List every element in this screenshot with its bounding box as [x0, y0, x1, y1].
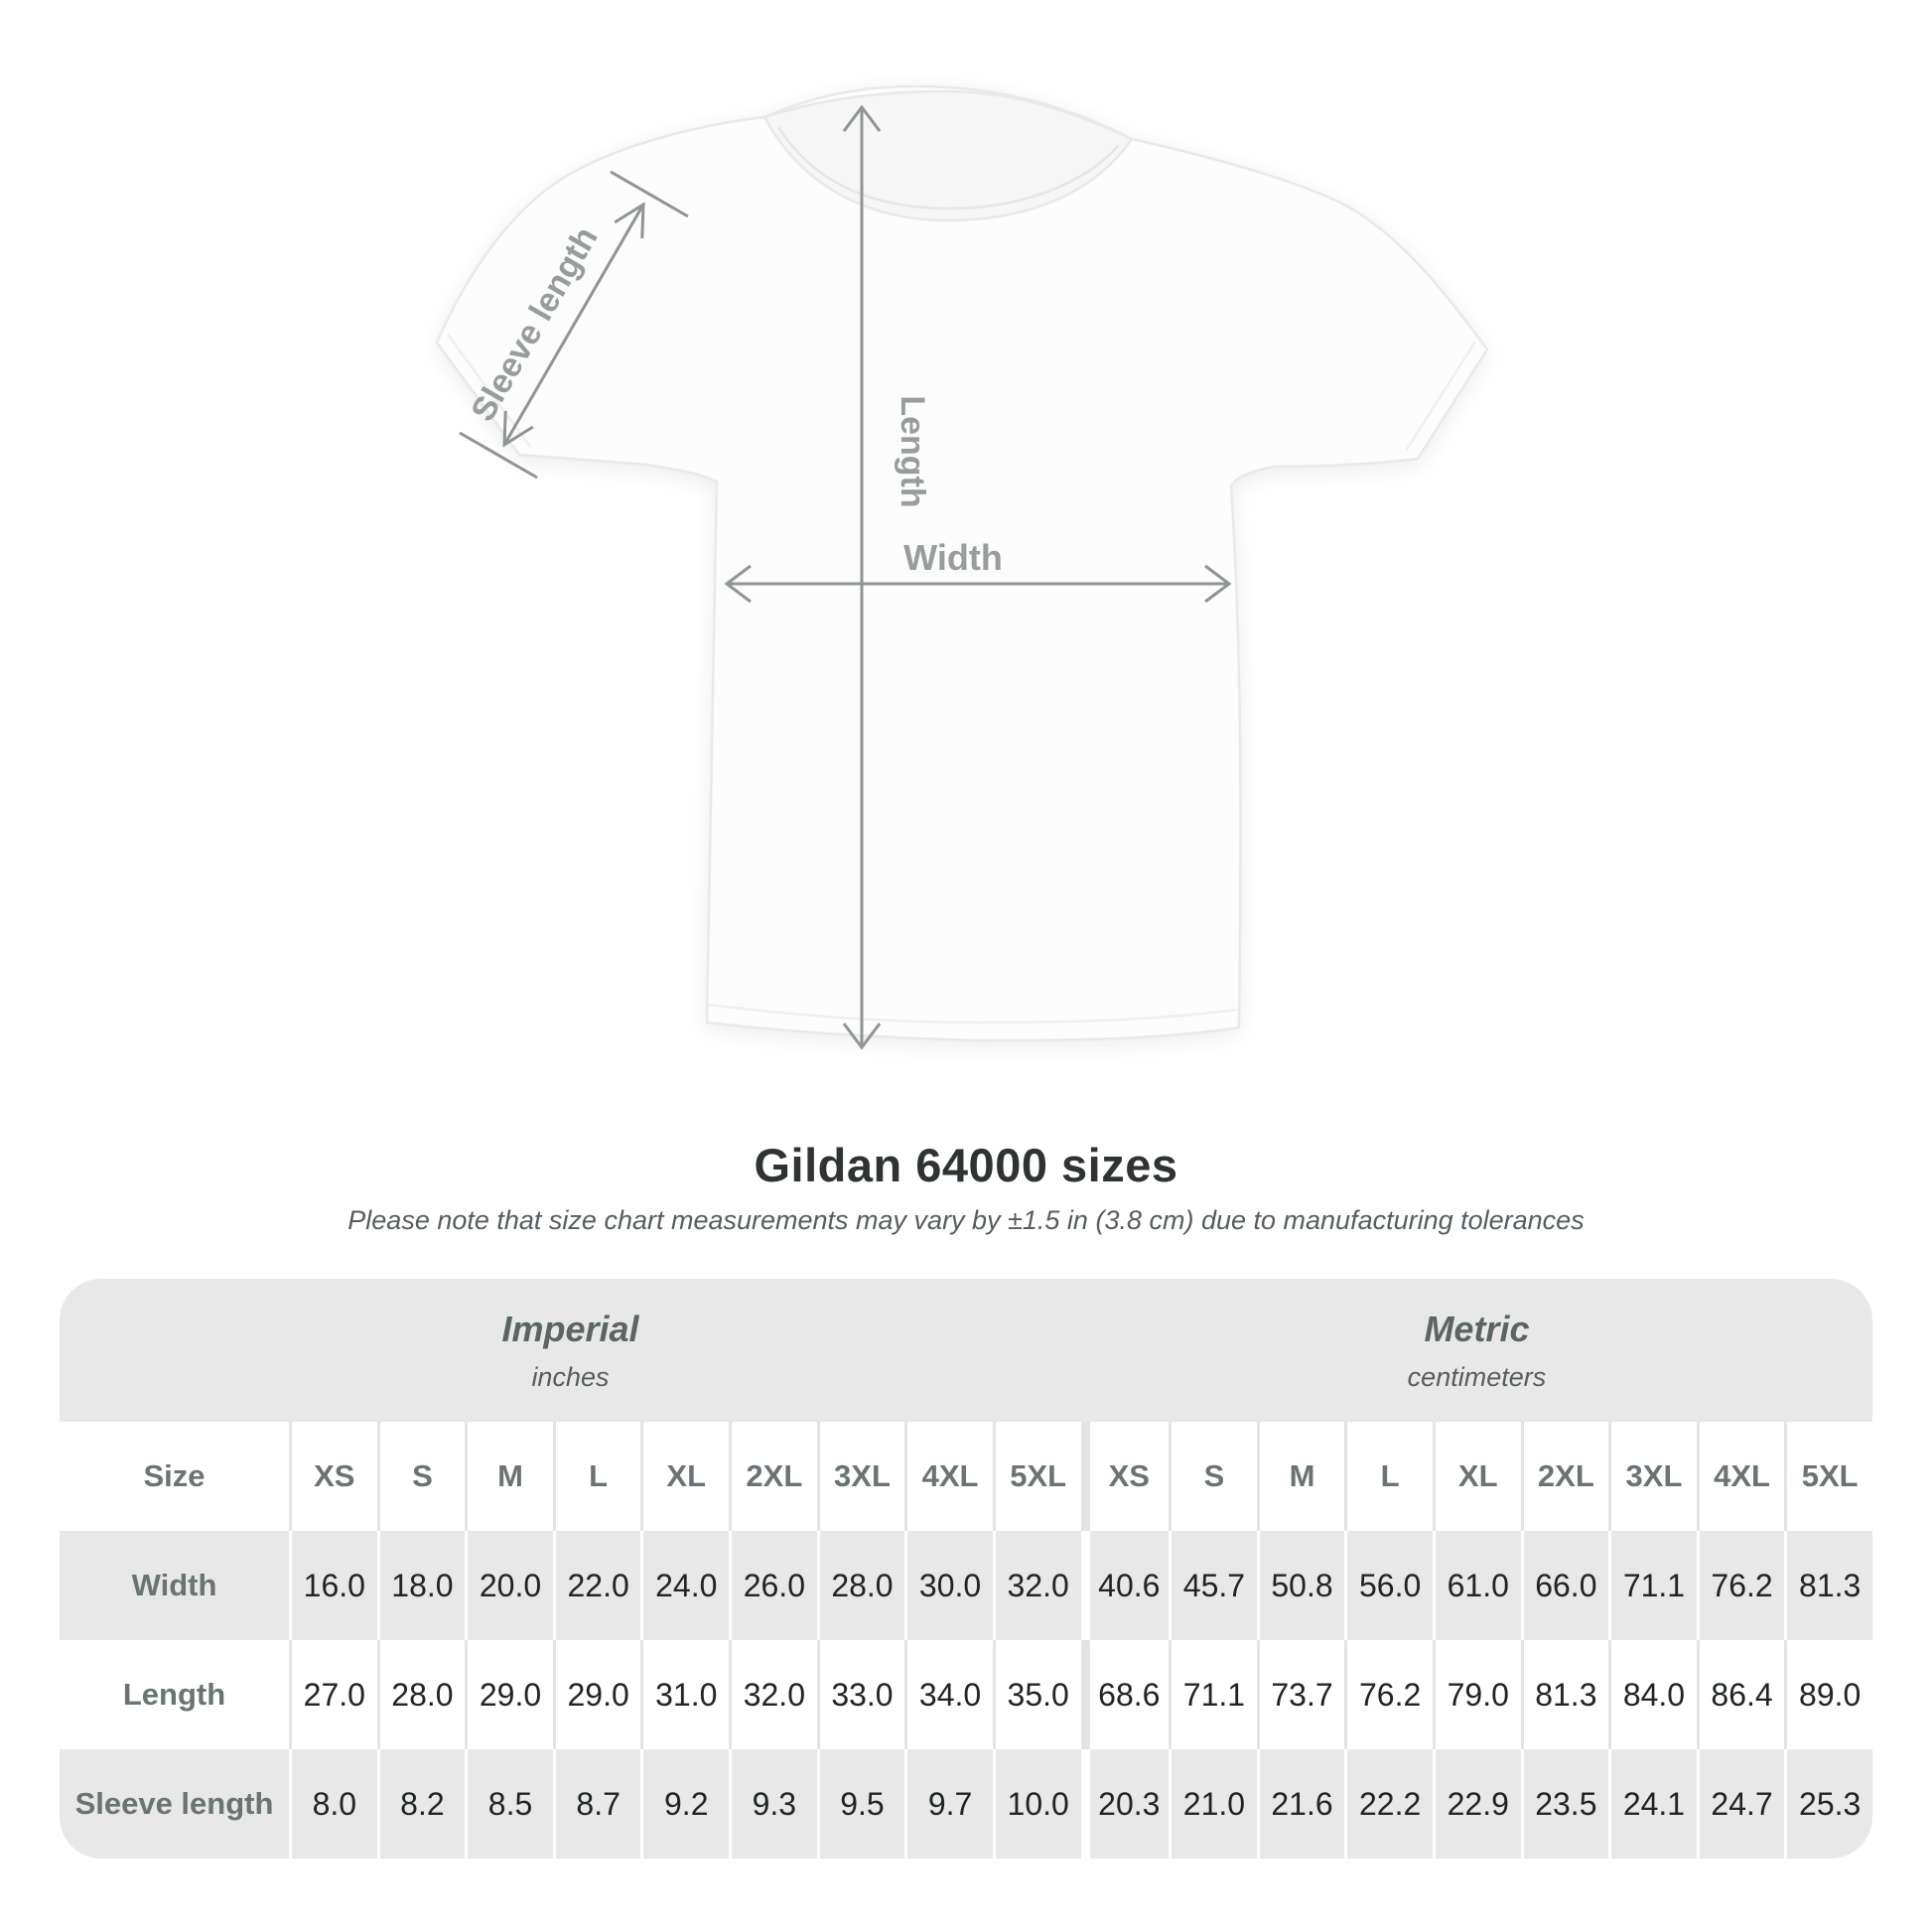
width-metric-4xl-value: 76.2 — [1697, 1531, 1785, 1640]
sleeve-length-imperial-m-value: 8.5 — [465, 1749, 553, 1859]
sleeve-length-metric-4xl-value: 24.7 — [1697, 1749, 1785, 1859]
width-imperial-4xl-value: 30.0 — [904, 1531, 993, 1640]
size-header-imperial-xl: XL — [640, 1422, 729, 1531]
length-metric-3xl-value: 84.0 — [1608, 1640, 1697, 1749]
width-imperial-3xl-value: 28.0 — [817, 1531, 905, 1640]
sleeve-length-imperial-l-value: 8.7 — [553, 1749, 641, 1859]
size-header-row — [60, 1422, 1872, 1531]
unit-sub-metric: centimeters — [1407, 1361, 1547, 1392]
size-header-metric-s: S — [1169, 1422, 1257, 1531]
sleeve-length-imperial-3xl-value: 9.5 — [817, 1749, 905, 1859]
length-imperial-l-value: 29.0 — [553, 1640, 641, 1749]
length-label: Length — [894, 395, 931, 508]
sleeve-length-imperial-s-value: 8.2 — [377, 1749, 466, 1859]
sleeve-length-metric-2xl-value: 23.5 — [1521, 1749, 1609, 1859]
unit-title-imperial: Imperial — [501, 1308, 639, 1349]
width-imperial-5xl-value: 32.0 — [993, 1531, 1081, 1640]
size-header-imperial-4xl: 4XL — [904, 1422, 993, 1531]
size-header-metric-3xl: 3XL — [1608, 1422, 1697, 1531]
length-metric-xs-value: 68.6 — [1081, 1640, 1170, 1749]
size-header-imperial-3xl: 3XL — [817, 1422, 905, 1531]
length-imperial-5xl-value: 35.0 — [993, 1640, 1081, 1749]
sleeve-length-metric-s-value: 21.0 — [1169, 1749, 1257, 1859]
width-metric-m-value: 50.8 — [1257, 1531, 1345, 1640]
width-imperial-2xl-value: 26.0 — [729, 1531, 817, 1640]
measurement-row-length — [60, 1640, 1872, 1749]
size-header-imperial-2xl: 2XL — [729, 1422, 817, 1531]
unit-header — [60, 1279, 1872, 1422]
length-imperial-xl-value: 31.0 — [640, 1640, 729, 1749]
length-metric-xl-value: 79.0 — [1433, 1640, 1521, 1749]
width-imperial-xs-value: 16.0 — [289, 1531, 377, 1640]
width-metric-xs-value: 40.6 — [1081, 1531, 1170, 1640]
width-metric-2xl-value: 66.0 — [1521, 1531, 1609, 1640]
size-header-imperial-l: L — [553, 1422, 641, 1531]
unit-title-metric: Metric — [1424, 1308, 1530, 1349]
length-imperial-3xl-value: 33.0 — [817, 1640, 905, 1749]
size-header-imperial-5xl: 5XL — [993, 1422, 1081, 1531]
size-chart-table — [60, 1279, 1872, 1859]
size-header-metric-xl: XL — [1433, 1422, 1521, 1531]
row-label-width: Width — [131, 1568, 217, 1602]
row-label-length: Length — [122, 1677, 226, 1712]
size-header-imperial-xs: XS — [289, 1422, 377, 1531]
sleeve-length-metric-xl-value: 22.9 — [1433, 1749, 1521, 1859]
sleeve-length-label: Sleeve length — [464, 220, 606, 428]
size-header-metric-4xl: 4XL — [1697, 1422, 1785, 1531]
size-header-imperial-m: M — [465, 1422, 553, 1531]
length-metric-m-value: 73.7 — [1257, 1640, 1345, 1749]
sleeve-length-metric-3xl-value: 24.1 — [1608, 1749, 1697, 1859]
length-imperial-xs-value: 27.0 — [289, 1640, 377, 1749]
unit-section-metric — [1081, 1279, 1872, 1422]
row-label-size: Size — [143, 1458, 206, 1493]
unit-sub-imperial: inches — [531, 1361, 610, 1392]
sleeve-length-imperial-2xl-value: 9.3 — [729, 1749, 817, 1859]
row-label-sleeve-length: Sleeve length — [74, 1786, 274, 1821]
length-metric-4xl-value: 86.4 — [1697, 1640, 1785, 1749]
page-subtitle: Please note that size chart measurements may vary by ±1.5 in (3.8 cm) due to manufacturing tolerances — [347, 1205, 1585, 1235]
shirt-diagram — [377, 69, 1559, 1077]
length-metric-l-value: 76.2 — [1344, 1640, 1433, 1749]
size-header-metric-2xl: 2XL — [1521, 1422, 1609, 1531]
sleeve-length-imperial-5xl-value: 10.0 — [993, 1749, 1081, 1859]
size-header-metric-xs: XS — [1081, 1422, 1170, 1531]
size-header-metric-m: M — [1257, 1422, 1345, 1531]
length-metric-2xl-value: 81.3 — [1521, 1640, 1609, 1749]
width-metric-l-value: 56.0 — [1344, 1531, 1433, 1640]
width-metric-s-value: 45.7 — [1169, 1531, 1257, 1640]
measurement-row-width — [60, 1531, 1872, 1640]
size-header-imperial-s: S — [377, 1422, 466, 1531]
unit-section-imperial — [60, 1279, 1081, 1422]
sleeve-length-imperial-4xl-value: 9.7 — [904, 1749, 993, 1859]
sleeve-length-metric-m-value: 21.6 — [1257, 1749, 1345, 1859]
width-imperial-m-value: 20.0 — [465, 1531, 553, 1640]
width-imperial-xl-value: 24.0 — [640, 1531, 729, 1640]
width-imperial-s-value: 18.0 — [377, 1531, 466, 1640]
length-metric-s-value: 71.1 — [1169, 1640, 1257, 1749]
sleeve-length-imperial-xl-value: 9.2 — [640, 1749, 729, 1859]
size-header-metric-l: L — [1344, 1422, 1433, 1531]
width-label: Width — [903, 537, 1003, 578]
sleeve-length-imperial-xs-value: 8.0 — [289, 1749, 377, 1859]
sleeve-length-metric-l-value: 22.2 — [1344, 1749, 1433, 1859]
length-metric-5xl-value: 89.0 — [1784, 1640, 1872, 1749]
size-header-metric-5xl: 5XL — [1784, 1422, 1872, 1531]
page-title: Gildan 64000 sizes — [754, 1139, 1178, 1191]
width-metric-5xl-value: 81.3 — [1784, 1531, 1872, 1640]
width-metric-xl-value: 61.0 — [1433, 1531, 1521, 1640]
width-imperial-l-value: 22.0 — [553, 1531, 641, 1640]
length-imperial-2xl-value: 32.0 — [729, 1640, 817, 1749]
length-imperial-s-value: 28.0 — [377, 1640, 466, 1749]
length-imperial-4xl-value: 34.0 — [904, 1640, 993, 1749]
sleeve-length-metric-5xl-value: 25.3 — [1784, 1749, 1872, 1859]
sleeve-length-metric-xs-value: 20.3 — [1081, 1749, 1170, 1859]
width-metric-3xl-value: 71.1 — [1608, 1531, 1697, 1640]
tshirt-image — [377, 69, 1559, 1077]
measurement-row-sleeve-length — [60, 1749, 1872, 1859]
length-imperial-m-value: 29.0 — [465, 1640, 553, 1749]
